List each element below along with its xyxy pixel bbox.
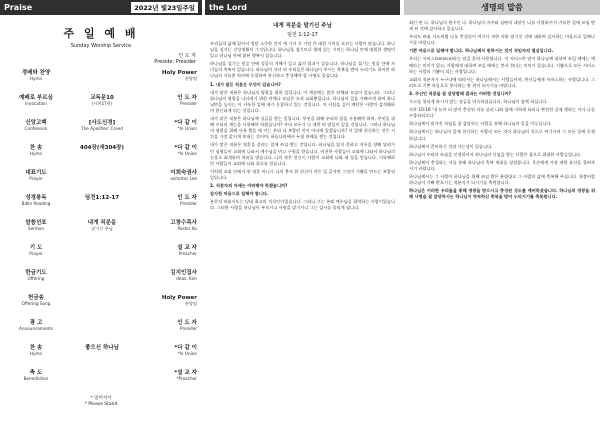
service-title: 주 일 예 배 [63, 27, 139, 40]
paragraph: 수고를 헛되게 하시지 않는 상급을 약속하셨습니다. 하나님이 함께 하십니다. [409, 99, 548, 105]
order-item: 한금기도 Offering 김지인집사 deac. Kim [25, 270, 197, 281]
paragraph: 내가 맡은 직분은 영혼을 살리는 일에 쓰임 받는 것입니다. 하나님을 잃지 못하고 지옥을 향해 달려가던 심령들이 교회에 나와서 예수님을 만고 구원을 받습니다. 비천한 사람들이 교회에 나와서 하나님의 눈물로 회개하며 치유를 받습니다. 나의 작은 헌신이 사람이 교회에 나와 새 힘을 얻습니다. 거룩해하던 사람들이 교회에 나와 위로를 얻습니다. [210, 142, 395, 166]
service-subtitle: Sunday Worship Service [70, 43, 132, 49]
paragraph: 기쁜 마음으로 일해야 합니다. 하나님께서 원하시는 것이 직임자의 열심입니다. [409, 48, 554, 54]
sermon-scripture-ref: 딤전 1:12-17 [287, 32, 318, 38]
order-item: 광 고 Announcements 인 도 자 Presider [18, 320, 197, 331]
paragraph: 1. 내가 맡은 직분은 무엇이 있습니까? [210, 81, 281, 87]
praise-header-label: Praise [4, 3, 33, 12]
paragraph: 사무 10:16 '내 눈이 더 많이 충성된 자를 살피 나와 함께 거하게 하리니 완전한 길에 행하는 자가 나를 수종하리로다.' [409, 107, 595, 119]
paragraph: 하나님께서 충성하는 자를 통해 하나님의 축복 세대를 설정합니다. 후손에게 가장 귀한 유산을 물려주시기 바랍니다. [409, 159, 595, 171]
order-item: 축 도 Benediction *설 교 자 *Preacher [23, 370, 197, 381]
paragraph: 교회의 직분자가 누구냐에 따라서는 하나님께서는 사람들이며, 봉신들에게 서비스하는 사람입니다. 그러므로 기쁜 마음으로 봉사하는 한 편이 되시기를 바랍니다. [409, 76, 595, 88]
order-list [0, 70, 202, 390]
sermon-panel [205, 0, 400, 424]
order-item: 대표기도 Prayer 이희숙권사 exhorter Lee [25, 170, 197, 181]
paragraph: 우리도 바울 사도처럼 나를 충성되이 여기사 귀한 직분 맡기신 것에 대하여 감사하는 마음으로 일해나가를 바랍니다. [409, 34, 595, 46]
paragraph: 하나님을 섬기는 믿음 안에 성공의 지혜가 있고 삶의 열쇠가 있습니다. 하나님을 섬기는 믿음 안에 자녀들의 축복이 있습니다. 하나님의 자녀 된 우리들은 하나님이 주시는 축복을 받아 누리기도 하지만 하나님의 거룩한 역사에 동참하여 한신하고 충성해야 할 사명도 있습니다. [210, 61, 395, 79]
presider-label: 인 도 자 Preside: Presider [154, 53, 196, 65]
word-of-life-panel [404, 0, 600, 424]
order-item: 찬 송 Hymn 좋으신 하나님 *다 같 이 *In Union [29, 345, 197, 356]
order-item: 예배로 부르심 Invocation 교독문10 (시편27편) 인 도 자 Presider [19, 95, 197, 106]
paragraph: 회인 된 나. 하나님의 원수인 나. 하나님의 자주와 심판의 대상인 나를 사랑하셔서 거룩한 일에 쓰임 받게 된 것에 감사하고 있습니다. [409, 20, 595, 32]
the-lord-header [205, 0, 400, 15]
paragraph: 2. 직분자의 자세는 어떠해야 하겠습니까? [210, 182, 288, 188]
paragraph: 우리들의 삶에 있어서 정말 소중한 것이 세 가지 중 가장 큰 대한 가치를 모르는 사람이 많습니다. 하나님을 섬기는 신앙생활이 그것입니다. 하나님을 섬기므로 영에 있는 가치는 하나님 안에 영원한 생명이 있고 하나님 안에 참된 행복이 있습니다. [210, 41, 395, 59]
paragraph: 하나님은 이러한 우리들을 통해 영광을 받으시고 충성된 성도를 예비하셨습니다. 하나님의 영광을 위해 사명을 잘 감당하시는 하나님이 약속하신 축복을 받아 누리시기를 축복합니다. [409, 188, 595, 200]
order-item: 신앙고백 Confession [사도신경] The Apostles' Creed *다 같 이 *In Union [24, 120, 197, 131]
paragraph: 우리는 서비스(service)라는 말을 흔히 사용합니다. 이 서비스란 말이 하나님께 대하여 쓰일 때에는 예배라는 의미가 있고, 사람에게 대하여 쓰일 때에는 봉사 한다는 의미가 있습니다. 기쁨으로 모든 서비스하는 사람의 기쁨이 되는 사람입니다. [409, 56, 595, 74]
order-of-worship-panel [0, 0, 202, 424]
paragraph: 하나님이 우리의 쓰심을 인정하셔서 하나님의 신임을 받는 사람은 참으로 위대한 사람들입니다. [409, 151, 582, 157]
paragraph: 감사한 마음으로 일해야 합니다. [210, 191, 269, 197]
word-of-life-header [404, 0, 600, 15]
praise-header [0, 0, 202, 15]
stand-note: * 일어서서 * Please Stand [84, 396, 118, 407]
word-of-life-header-label: 생명의 말씀 [481, 3, 523, 12]
paragraph: 하나님께서는 그 사람이 하나님을 위해 쓰임 받은 분량대로 그 사람의 삶에 축복해 주십니다. 청출어람 하나님이 기뻐 받으시는 직분자가 되시기를 축원합니다. [409, 173, 595, 186]
the-lord-header-label: the Lord [209, 3, 247, 12]
sermon-continuation [404, 20, 600, 200]
order-item: 찬 송 Hymn 404장(새304장) *다 같 이 *In Union [29, 145, 197, 156]
paragraph: 이처럼 교회 안에서 한 영혼 아니가 나의 봉사 한 헌신이 작은 일 같지만 그것이 기쁨을 만드는 보람된 일입니다. [210, 168, 395, 180]
order-item: 성경봉독 Bible Reading 딤전1:12-17 인 도 자 Presider [21, 195, 197, 206]
sermon-title: 내게 직분을 맡기신 주님 [273, 23, 332, 29]
paragraph: 내가 맡은 직분은 하나님의 영광을 위한 일입니다. 이 세상에는 많은 단체와 모임이 있습니다. 그러나 하나님의 영광을 나타내기 위한 단체나 모임은 오직 교회뿐입니다. 하나님의 일을 기뻐서게 하여 하나님만을 높이는 이 거룩한 일에 내가 동참하고 있는 것입니다. 이 사실을 깊이 깨닫은 사람만 감격해하며 한신하게 되는 것입니다. [210, 89, 395, 113]
paragraph: 하나님께서는 하나님의 일에 헌신하는 사람의 모든 것이 하나님의 것으로 여기시며 그 모든 일에 동행하십니다. [409, 129, 595, 141]
paragraph: 3. 주신인 직분을 잘 감당할때 결과는 어떠한 것입니까? [409, 90, 512, 96]
paragraph: 하나님께서 맡겨진 직임을 잘 감당하는 사람을 통해 하나님의 일을 이루십니다. [409, 121, 552, 127]
sermon-body [205, 41, 400, 211]
paragraph: 내가 맡은 직분은 하나님께 상급을 받는 일입니다. 무엇을 위해 우리의 힘을 사용해야 하며, 무엇을 위해 우리의 재능을 사용해야 하겠습니까? 우리 모두가 다 제한 된 말들이 있을 것입니다. 그러나 하나님의 영광을 위해 사용 했을 때 이는 우리 다 보람된 것이 어디에 있겠습니까? 이 일에 헌신하는 것은 시간을 가장 값지게 보내는 것이며, 하늘나라에서 누릴 보배를 쌓는 것입니다. [210, 116, 395, 140]
order-item: 헌금송 Offering Song Holy Power 찬양팀 [21, 295, 197, 306]
paragraph: 하나님께서 준비하신 것과 가능성이 있습니다. [409, 143, 493, 149]
paragraph: 본문의 바울사도는 당대 최고의 지식인이었습니다. 그러나 그는 본래 예수님을 핍박하는 사람이었습니다. 그러한 사람을 하나님이 부르시고 사명을 맡기시니 그는 감사를 올리게 됩니다. [210, 199, 395, 211]
order-item: 말씀선포 Sermon 내게 직분을 맡기신 주님 고창수목사 Pastor Ko [25, 220, 197, 231]
order-item: 기 도 Prayer 설 교 자 Preacher [29, 245, 197, 256]
order-item: 경배와 찬양 Hymn Holy Power 찬양팀 [21, 70, 197, 81]
service-date: 2022년 빛23일주일 [131, 2, 198, 13]
